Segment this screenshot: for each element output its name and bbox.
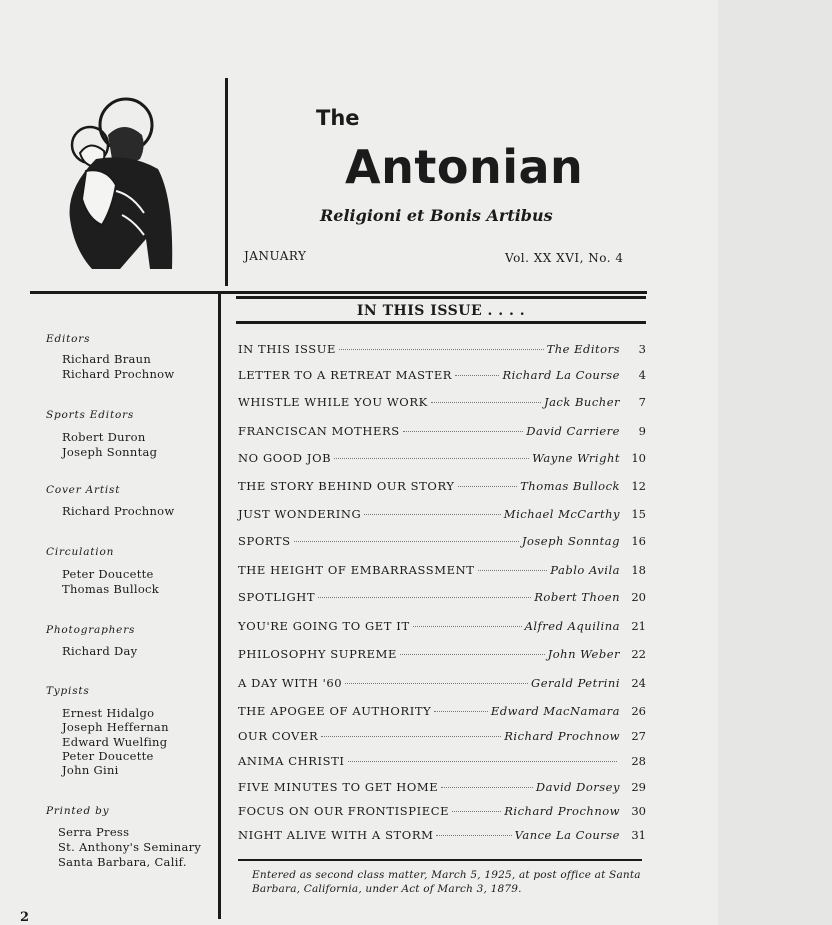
masthead-title: Antonian bbox=[345, 140, 584, 194]
column-divider bbox=[218, 292, 221, 919]
toc-leader bbox=[452, 811, 501, 812]
toc-leader bbox=[321, 736, 501, 737]
toc-author: Richard La Course bbox=[502, 368, 620, 382]
page-number: 2 bbox=[20, 910, 30, 925]
toc-row bbox=[238, 676, 646, 694]
toc-leader bbox=[339, 349, 544, 350]
masthead-motto: Religioni et Bonis Artibus bbox=[320, 206, 553, 225]
issue-volume: Vol. XX XVI, No. 4 bbox=[505, 251, 624, 265]
section-header: IN THIS ISSUE . . . . bbox=[236, 296, 646, 324]
toc-row bbox=[238, 754, 646, 772]
toc-title: THE HEIGHT OF EMBARRASSMENT bbox=[238, 563, 475, 577]
toc-title: SPORTS bbox=[238, 534, 291, 548]
footer-divider bbox=[238, 859, 642, 861]
toc-title: A DAY WITH '60 bbox=[238, 676, 343, 690]
toc-title: YOU'RE GOING TO GET IT bbox=[238, 619, 410, 633]
toc-title: FIVE MINUTES TO GET HOME bbox=[238, 780, 439, 794]
staff-name: Edward Wuelfing bbox=[62, 735, 168, 749]
staff-name: Richard Day bbox=[62, 644, 138, 658]
toc-title: ANIMA CHRISTI bbox=[238, 754, 345, 768]
toc-author: Michael McCarthy bbox=[503, 507, 620, 521]
toc-title: FRANCISCAN MOTHERS bbox=[238, 424, 400, 438]
toc-page: 24 bbox=[631, 676, 646, 690]
saint-anthony-emblem bbox=[66, 95, 178, 270]
staff-name: Serra Press bbox=[58, 825, 130, 839]
toc-author: Joseph Sonntag bbox=[521, 534, 620, 548]
masthead-the: The bbox=[316, 106, 360, 130]
toc-leader bbox=[294, 541, 519, 542]
toc-title: NO GOOD JOB bbox=[238, 451, 332, 465]
masthead-divider bbox=[225, 78, 228, 286]
toc-page: 21 bbox=[631, 619, 646, 633]
toc-author: Wayne Wright bbox=[532, 451, 620, 465]
toc-title: THE APOGEE OF AUTHORITY bbox=[238, 704, 432, 718]
toc-row bbox=[238, 704, 646, 722]
toc-row bbox=[238, 729, 646, 747]
toc-row bbox=[238, 424, 646, 442]
toc-leader bbox=[413, 626, 522, 627]
toc-author: Alfred Aquilina bbox=[524, 619, 620, 633]
staff-role-editors: Editors bbox=[46, 333, 91, 345]
staff-role-circulation: Circulation bbox=[46, 546, 115, 558]
toc-leader bbox=[334, 458, 529, 459]
staff-name: Richard Braun bbox=[62, 352, 152, 366]
staff-name: Ernest Hidalgo bbox=[62, 706, 155, 720]
toc-leader bbox=[403, 431, 524, 432]
toc-author: Richard Prochnow bbox=[504, 804, 620, 818]
staff-name: Peter Doucette bbox=[62, 749, 154, 763]
toc-author: John Weber bbox=[547, 647, 620, 661]
staff-name: Santa Barbara, Calif. bbox=[58, 855, 187, 869]
toc-leader bbox=[345, 683, 528, 684]
toc-author: Vance La Course bbox=[514, 828, 620, 842]
issue-month: JANUARY bbox=[244, 249, 307, 263]
toc-row bbox=[238, 479, 646, 497]
toc-author: Edward MacNamara bbox=[490, 704, 620, 718]
staff-name: Richard Prochnow bbox=[62, 504, 175, 518]
toc-row bbox=[238, 368, 646, 386]
mailing-notice: Entered as second class matter, March 5, 1925, at post office at Santa Barbara, California, under Act of March 3, 1879. bbox=[252, 869, 641, 895]
toc-title: SPOTLIGHT bbox=[238, 590, 316, 604]
toc-title: PHILOSOPHY SUPREME bbox=[238, 647, 398, 661]
toc-title: NIGHT ALIVE WITH A STORM bbox=[238, 828, 434, 842]
toc-author: Jack Bucher bbox=[543, 395, 620, 409]
toc-leader bbox=[348, 761, 617, 762]
toc-row bbox=[238, 590, 646, 608]
toc-row bbox=[238, 342, 646, 360]
toc-row bbox=[238, 534, 646, 552]
staff-role-typists: Typists bbox=[46, 685, 90, 697]
staff-role-cover-artist: Cover Artist bbox=[46, 484, 121, 496]
toc-leader bbox=[455, 375, 499, 376]
staff-name: Thomas Bullock bbox=[62, 582, 160, 596]
toc-leader bbox=[441, 787, 533, 788]
toc-title: OUR COVER bbox=[238, 729, 319, 743]
horizontal-divider bbox=[30, 291, 647, 294]
toc-leader bbox=[436, 835, 511, 836]
toc-page: 27 bbox=[631, 729, 646, 743]
toc-row bbox=[238, 451, 646, 469]
toc-author: Richard Prochnow bbox=[504, 729, 620, 743]
toc-leader bbox=[400, 654, 545, 655]
toc-leader bbox=[434, 711, 488, 712]
toc-title: LETTER TO A RETREAT MASTER bbox=[238, 368, 453, 382]
toc-leader bbox=[458, 486, 518, 487]
toc-author: Gerald Petrini bbox=[531, 676, 620, 690]
toc-row bbox=[238, 619, 646, 637]
toc-author: Pablo Avila bbox=[550, 563, 620, 577]
toc-leader bbox=[478, 570, 548, 571]
toc-title: JUST WONDERING bbox=[238, 507, 362, 521]
toc-row bbox=[238, 563, 646, 581]
toc-author: Robert Thoen bbox=[534, 590, 620, 604]
toc-title: THE STORY BEHIND OUR STORY bbox=[238, 479, 455, 493]
toc-page: 28 bbox=[631, 754, 646, 768]
staff-role-photographers: Photographers bbox=[46, 624, 136, 636]
staff-role-printed-by: Printed by bbox=[46, 805, 110, 817]
staff-name: Peter Doucette bbox=[62, 567, 154, 581]
toc-row bbox=[238, 780, 646, 798]
toc-page: 15 bbox=[631, 507, 646, 521]
toc-leader bbox=[364, 514, 501, 515]
toc-author: David Dorsey bbox=[535, 780, 620, 794]
toc-page: 29 bbox=[631, 780, 646, 794]
toc-row bbox=[238, 804, 646, 822]
staff-name: Joseph Sonntag bbox=[62, 445, 158, 459]
toc-page: 18 bbox=[631, 563, 646, 577]
toc-page: 31 bbox=[631, 828, 646, 842]
toc-author: David Carriere bbox=[526, 424, 620, 438]
toc-leader bbox=[431, 402, 541, 403]
toc-row bbox=[238, 395, 646, 413]
toc-page: 16 bbox=[631, 534, 646, 548]
toc-leader bbox=[318, 597, 531, 598]
staff-name: Robert Duron bbox=[62, 430, 146, 444]
toc-title: IN THIS ISSUE bbox=[238, 342, 337, 356]
toc-row bbox=[238, 507, 646, 525]
toc-row bbox=[238, 647, 646, 665]
toc-page: 30 bbox=[631, 804, 646, 818]
toc-page: 4 bbox=[638, 368, 646, 382]
toc-row bbox=[238, 828, 646, 846]
toc-author: The Editors bbox=[546, 342, 620, 356]
toc-title: FOCUS ON OUR FRONTISPIECE bbox=[238, 804, 450, 818]
staff-name: Joseph Heffernan bbox=[62, 720, 169, 734]
scan-margin bbox=[718, 0, 832, 925]
toc-page: 20 bbox=[631, 590, 646, 604]
toc-page: 26 bbox=[631, 704, 646, 718]
toc-author: Thomas Bullock bbox=[520, 479, 620, 493]
toc-page: 22 bbox=[631, 647, 646, 661]
staff-name: St. Anthony's Seminary bbox=[58, 840, 202, 854]
toc-page: 12 bbox=[631, 479, 646, 493]
toc-page: 7 bbox=[638, 395, 646, 409]
staff-name: John Gini bbox=[62, 763, 119, 777]
toc-page: 10 bbox=[631, 451, 646, 465]
toc-title: WHISTLE WHILE YOU WORK bbox=[238, 395, 428, 409]
toc-page: 3 bbox=[638, 342, 646, 356]
staff-role-sports-editors: Sports Editors bbox=[46, 409, 135, 421]
toc-page: 9 bbox=[638, 424, 646, 438]
staff-name: Richard Prochnow bbox=[62, 367, 175, 381]
